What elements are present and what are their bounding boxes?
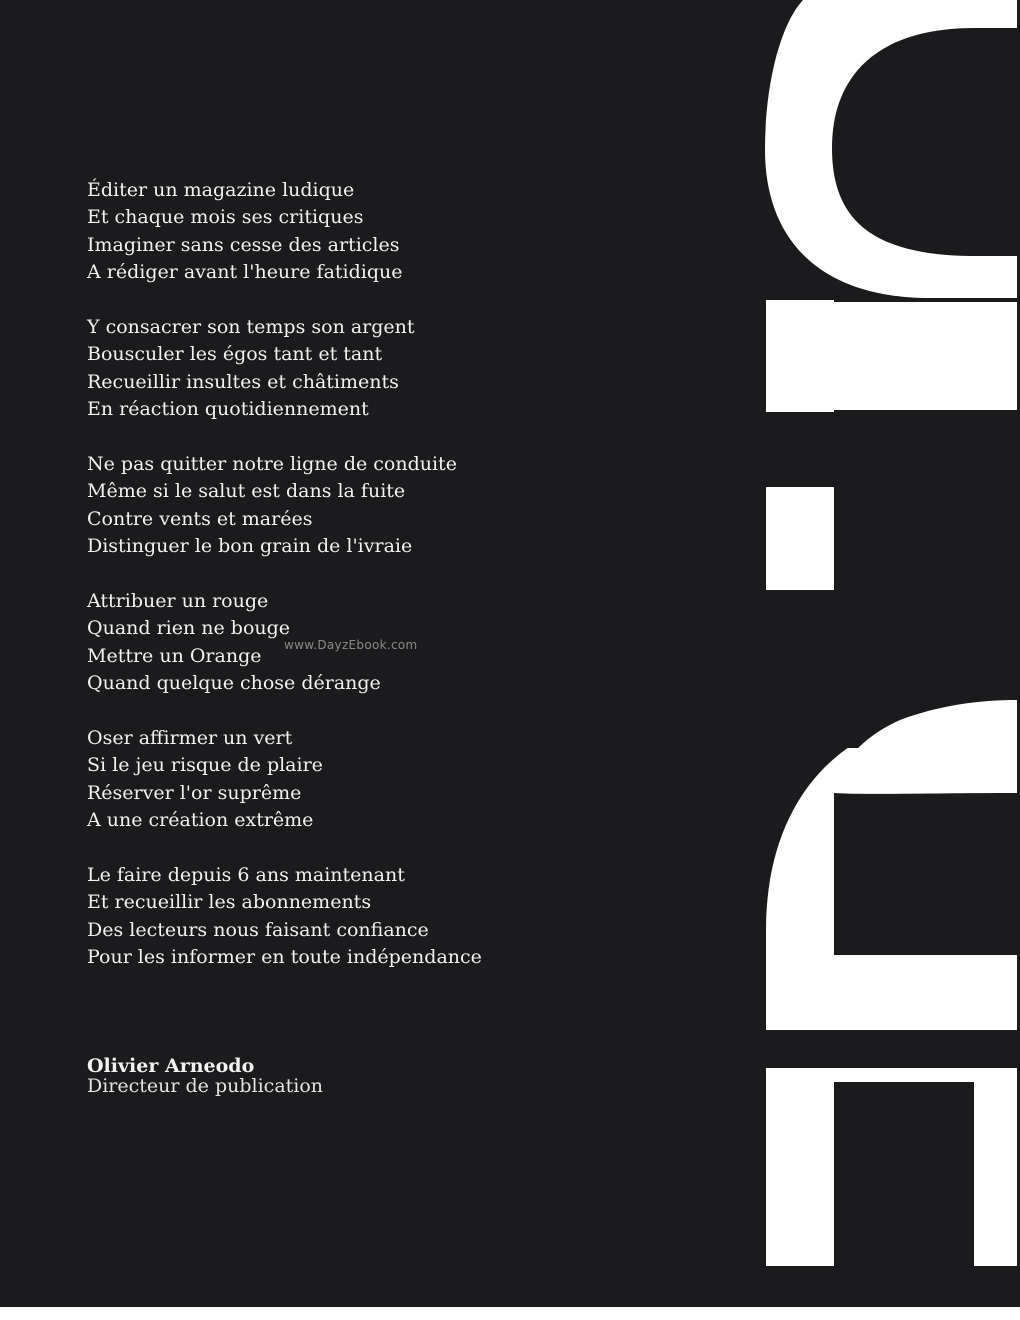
stanza: [87, 177, 727, 287]
poem-line: Imaginer sans cesse des articles: [87, 233, 400, 256]
title-letter-i-gap: [834, 487, 1017, 590]
poem-line: Si le jeu risque de plaire: [87, 754, 323, 777]
poem: [87, 177, 727, 999]
poem-line: Pour les informer en toute indépendance: [87, 946, 482, 969]
poem-line: Réserver l'or suprême: [87, 781, 302, 804]
poem-line: Contre vents et marées: [87, 507, 313, 530]
stanza: [87, 314, 727, 424]
poem-line: Quand rien ne bouge: [87, 617, 291, 640]
poem-line: Recueillir insultes et châtiments: [87, 370, 399, 393]
watermark-text: www.DayzEbook.com: [284, 638, 418, 652]
poem-line: Le faire depuis 6 ans maintenant: [87, 864, 405, 887]
poem-line: Mettre un Orange: [87, 644, 262, 667]
poem-line: Ne pas quitter notre ligne de conduite: [87, 453, 457, 476]
poem-line: Éditer un magazine ludique: [87, 179, 355, 201]
poem-line: Oser affirmer un vert: [87, 727, 293, 750]
poem-line: A rédiger avant l'heure fatidique: [87, 261, 403, 284]
poem-line: A une création extrême: [87, 809, 314, 832]
poem-line: Y consacrer son temps son argent: [87, 316, 415, 339]
stanza: [87, 862, 727, 972]
title-letter-d-counter: [834, 793, 1017, 955]
signature: [87, 1056, 323, 1096]
poem-line: Attribuer un rouge: [87, 590, 269, 613]
poem-line: Des lecteurs nous faisant confiance: [87, 918, 429, 941]
poem-line: Et recueillir les abonnements: [87, 891, 372, 914]
stanza: [87, 725, 727, 835]
author-name: Olivier Arneodo: [87, 1055, 255, 1077]
poem-line: Bousculer les égos tant et tant: [87, 343, 383, 366]
title-letter-o: [765, 0, 1017, 298]
poem-line: Quand quelque chose dérange: [87, 672, 381, 695]
poem-line: Même si le salut est dans la fuite: [87, 480, 406, 503]
title-letter-e-arm: [974, 1082, 1017, 1266]
stanza: [87, 451, 727, 561]
author-role: Directeur de publication: [87, 1075, 324, 1097]
title-letter-t-stem: [766, 300, 834, 412]
poem-line: En réaction quotidiennement: [87, 398, 369, 421]
poem-line: Et chaque mois ses critiques: [87, 206, 364, 229]
poem-line: Distinguer le bon grain de l'ivraie: [87, 535, 413, 558]
